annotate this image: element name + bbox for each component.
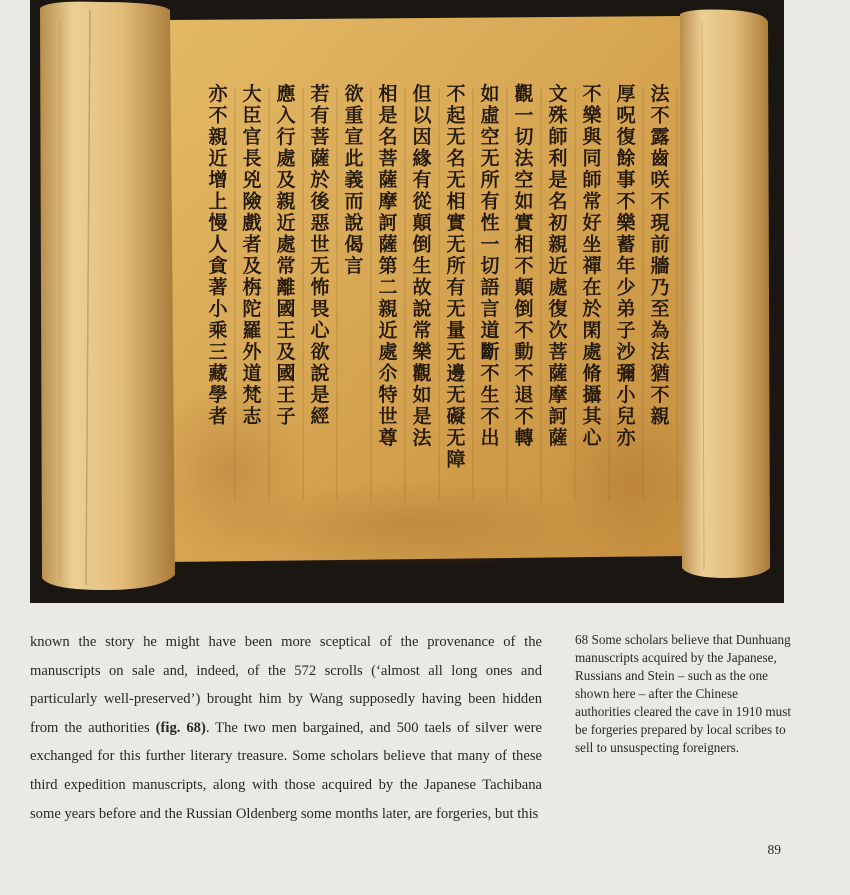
scroll-column: 不起无名无相實无所有无量无邊无礙无障 [446,83,466,471]
scroll-column: 厚呪復餘事不樂蓄年少弟子沙彌小兒亦 [616,83,636,449]
scroll-column: 欲重宣此義而說偈言 [344,83,364,277]
scroll-column: 亦不親近增上慢人貪著小乘三藏學者 [208,83,228,428]
figure-reference: (fig. 68) [155,719,206,736]
manuscript-scroll-photo [30,0,784,603]
scroll-column: 應入行處及親近處常離國王及國王子 [276,83,296,428]
scroll-column: 若有菩薩於後惡世无怖畏心欲說是經 [310,83,330,428]
scroll-column: 不樂與同師常好坐禪在於閑處脩攝其心 [582,83,602,449]
page-number: 89 [767,842,781,857]
scroll-column: 但以因緣有從顛倒生故說常樂觀如是法 [412,83,432,449]
scroll-column: 文殊師利是名初親近處復次菩薩摩訶薩 [548,83,568,449]
body-paragraph [30,628,542,828]
caption-text: 68 Some scholars believe that Dunhuang manuscripts acquired by the Japanese, Russians and Stein – such as the one shown here – after the Chinese authorities cleared the cave in 1910 must be forgeries prepared by local scribes to sell to unsuspecting foreigners. [575,632,792,755]
scroll-column: 觀一切法空如實相不顛倒不動不退不轉 [514,83,534,449]
scroll-column: 法不露齒咲不現前牆乃至為法猶不親 [650,83,670,428]
scroll-column: 大臣官長兇險戲者及栴陀羅外道梵志 [242,83,262,428]
scroll-column: 相是名菩薩摩訶薩第二親近處尒特世尊 [378,83,398,449]
scroll-illustration [30,0,784,603]
body-text-part1: known the story he might have been more sceptical of the provenance of the manuscripts on sale and, indeed, of the 572 scrolls (‘almost all long ones and particularly well-preserved’) brought him by Wang supposedly having been hidden from the authorities [30,634,542,736]
body-text [30,628,542,828]
scroll-column: 如虛空无所有性一切語言道斷不生不出 [480,83,500,449]
figure-caption [575,631,795,757]
right-scroll-roll [680,10,770,579]
body-text-part2: . The two men bargained, and 500 taels of silver were exchanged for this further literary treasure. Some scholars believe that many of these third expedition manuscripts, along with those acquired by the Japanese Tachibana some years before and the Russian Oldenberg some months later, are forgeries, but this [30,719,543,822]
